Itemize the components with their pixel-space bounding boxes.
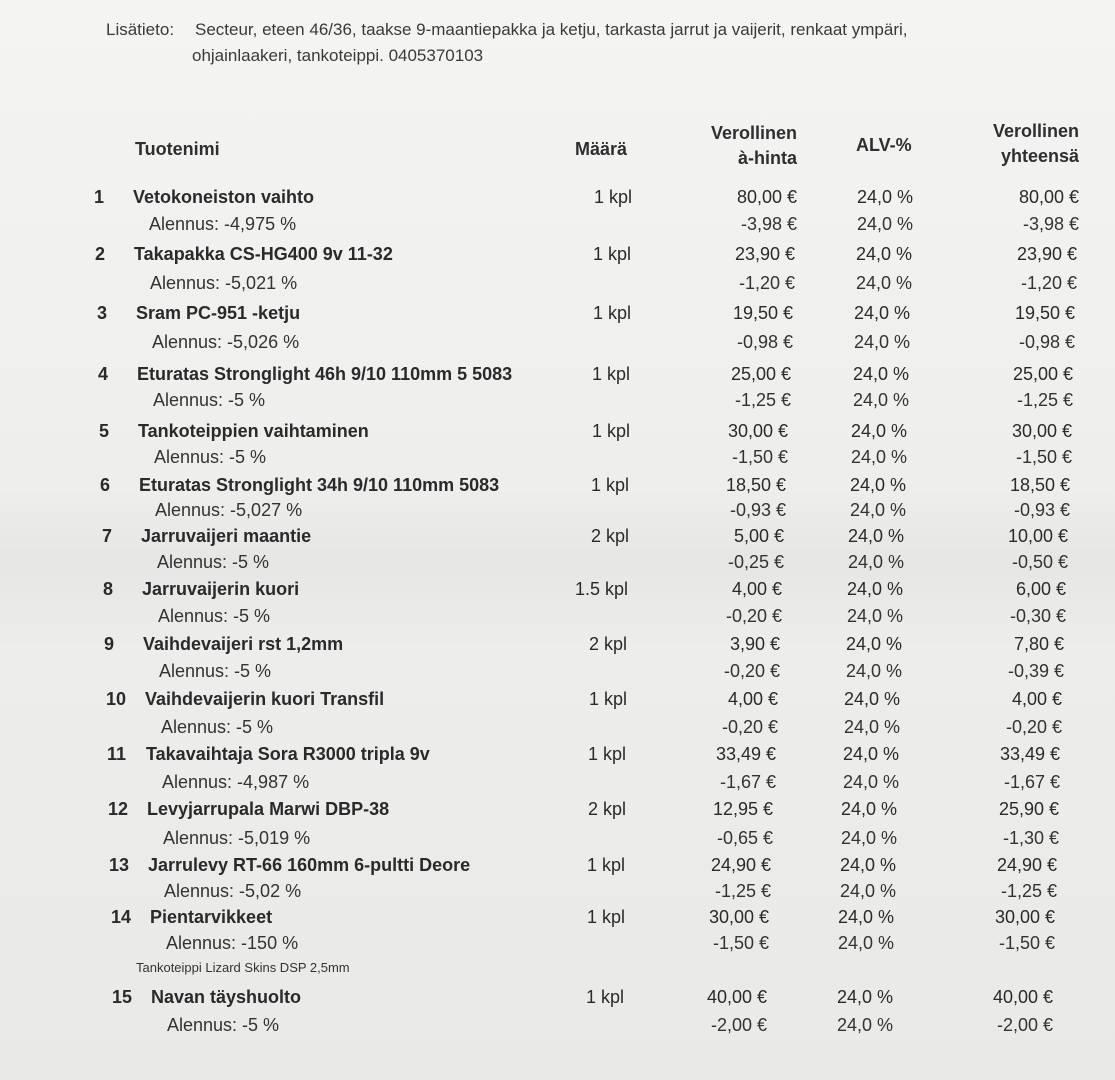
discount-label: Alennus: -5,026 % [152, 332, 300, 352]
header-total-line-1: Verollinen [992, 121, 1079, 141]
item-vat: 24,0 % [857, 187, 914, 207]
discount-label: Alennus: -5,019 % [163, 828, 311, 848]
header-unit-price-line-2: à-hinta [737, 148, 797, 168]
discount-unit-price: -0,93 € [729, 500, 786, 520]
header-product-name: Tuotenimi [135, 139, 220, 159]
item-total: 18,50 € [1009, 475, 1070, 495]
discount-total: -0,39 € [1007, 661, 1064, 681]
discount-label: Alennus: -5 % [159, 661, 272, 681]
item-total: 19,50 € [1014, 303, 1075, 323]
item-total: 10,00 € [1007, 526, 1068, 546]
item-quantity: 1 kpl [587, 744, 626, 764]
item-quantity: 1 kpl [591, 364, 630, 384]
item-number: 13 [109, 855, 130, 875]
discount-unit-price: -2,00 € [710, 1015, 767, 1035]
item-total: 33,49 € [999, 744, 1060, 764]
item-number: 8 [103, 579, 114, 599]
item-name: Jarrulevy RT-66 160mm 6-pultti Deore [148, 855, 471, 875]
item-quantity: 1 kpl [591, 421, 630, 441]
discount-label: Alennus: -5,02 % [164, 881, 302, 901]
item-unit-price: 5,00 € [733, 526, 784, 546]
item-name: Vetokoneiston vaihto [133, 187, 315, 207]
item-quantity: 1 kpl [592, 303, 631, 323]
item-vat: 24,0 % [844, 689, 901, 709]
item-vat: 24,0 % [850, 475, 907, 495]
discount-label: Alennus: -5,021 % [150, 273, 298, 293]
item-name: Pientarvikkeet [150, 907, 273, 927]
item-total: 80,00 € [1018, 187, 1079, 207]
item-quantity: 2 kpl [587, 799, 626, 819]
note-label: Lisätieto: [106, 20, 175, 39]
discount-unit-price: -1,25 € [714, 881, 771, 901]
discount-unit-price: -3,98 € [740, 214, 797, 234]
item-unit-price: 30,00 € [708, 907, 769, 927]
item-quantity: 1.5 kpl [574, 579, 628, 599]
discount-vat: 24,0 % [844, 717, 901, 737]
item-number: 15 [112, 987, 133, 1007]
discount-label: Alennus: -5 % [154, 447, 267, 467]
item-name: Eturatas Stronglight 46h 9/10 110mm 5 5083 [137, 364, 513, 384]
item-name: Jarruvaijeri maantie [141, 526, 312, 546]
item-quantity: 1 kpl [586, 855, 625, 875]
item-vat: 24,0 % [853, 364, 910, 384]
discount-vat: 24,0 % [838, 933, 895, 953]
discount-label: Alennus: -5 % [158, 606, 271, 626]
item-total: 6,00 € [1015, 579, 1066, 599]
item-vat: 24,0 % [837, 987, 894, 1007]
item-quantity: 1 kpl [590, 475, 629, 495]
discount-vat: 24,0 % [847, 606, 904, 626]
item-unit-price: 24,90 € [710, 855, 771, 875]
discount-unit-price: -1,50 € [731, 447, 788, 467]
discount-unit-price: -1,25 € [734, 390, 791, 410]
item-unit-price: 33,49 € [715, 744, 776, 764]
discount-unit-price: -0,20 € [723, 661, 780, 681]
item-unit-price: 40,00 € [706, 987, 767, 1007]
item-total: 40,00 € [992, 987, 1053, 1007]
item-total: 24,90 € [996, 855, 1057, 875]
note-line-1: Secteur, eteen 46/36, taakse 9-maantiepakka ja ketju, tarkasta jarrut ja vaijerit, renkaat ympäri, [195, 20, 908, 39]
item-number: 4 [98, 364, 109, 384]
item-unit-price: 3,90 € [729, 634, 780, 654]
discount-total: -1,50 € [998, 933, 1055, 953]
item-name: Takapakka CS-HG400 9v 11-32 [134, 244, 393, 264]
header-vat: ALV-% [856, 135, 912, 155]
discount-unit-price: -0,98 € [736, 332, 793, 352]
discount-total: -1,30 € [1002, 828, 1059, 848]
discount-total: -1,50 € [1015, 447, 1072, 467]
item-vat: 24,0 % [846, 634, 903, 654]
item-vat: 24,0 % [843, 744, 900, 764]
discount-label: Alennus: -5 % [153, 390, 266, 410]
item-unit-price: 19,50 € [732, 303, 793, 323]
item-unit-price: 4,00 € [731, 579, 782, 599]
item-vat: 24,0 % [847, 579, 904, 599]
discount-label: Alennus: -4,987 % [162, 772, 310, 792]
discount-vat: 24,0 % [856, 273, 913, 293]
item-name: Jarruvaijerin kuori [142, 579, 300, 599]
item-name: Eturatas Stronglight 34h 9/10 110mm 5083 [139, 475, 500, 495]
header-quantity: Määrä [575, 139, 628, 159]
item-name: Takavaihtaja Sora R3000 tripla 9v [146, 744, 430, 764]
item-quantity: 2 kpl [588, 634, 627, 654]
item-name: Levyjarrupala Marwi DBP-38 [147, 799, 390, 819]
discount-vat: 24,0 % [853, 390, 910, 410]
note-line-2: ohjainlaakeri, tankoteippi. 0405370103 [192, 46, 484, 65]
item-name: Vaihdevaijerin kuori Transfil [145, 689, 385, 709]
item-quantity: 1 kpl [585, 987, 624, 1007]
discount-vat: 24,0 % [837, 1015, 894, 1035]
discount-total: -0,98 € [1018, 332, 1075, 352]
discount-total: -0,93 € [1013, 500, 1070, 520]
item-number: 6 [100, 475, 111, 495]
discount-vat: 24,0 % [846, 661, 903, 681]
item-quantity: 1 kpl [592, 244, 631, 264]
item-unit-price: 18,50 € [725, 475, 786, 495]
item-total: 7,80 € [1013, 634, 1064, 654]
discount-label: Alennus: -5 % [161, 717, 274, 737]
item-number: 5 [99, 421, 110, 441]
discount-vat: 24,0 % [857, 214, 914, 234]
item-name: Sram PC-951 -ketju [136, 303, 301, 323]
item-vat: 24,0 % [854, 303, 911, 323]
discount-vat: 24,0 % [848, 552, 905, 572]
discount-unit-price: -0,25 € [727, 552, 784, 572]
discount-total: -2,00 € [996, 1015, 1053, 1035]
item-number: 14 [111, 907, 132, 927]
discount-label: Alennus: -150 % [166, 933, 299, 953]
discount-total: -0,50 € [1011, 552, 1068, 572]
item-vat: 24,0 % [838, 907, 895, 927]
item-name: Navan täyshuolto [151, 987, 302, 1007]
item-total: 4,00 € [1011, 689, 1062, 709]
item-quantity: 2 kpl [590, 526, 629, 546]
discount-total: -1,20 € [1020, 273, 1077, 293]
item-vat: 24,0 % [848, 526, 905, 546]
item-total: 25,90 € [998, 799, 1059, 819]
discount-total: -1,25 € [1016, 390, 1073, 410]
item-number: 10 [106, 689, 127, 709]
discount-unit-price: -0,65 € [716, 828, 773, 848]
discount-vat: 24,0 % [851, 447, 908, 467]
discount-total: -1,25 € [1000, 881, 1057, 901]
item-unit-price: 80,00 € [736, 187, 797, 207]
item-total: 30,00 € [1011, 421, 1072, 441]
item-number: 9 [104, 634, 115, 654]
item-unit-price: 30,00 € [727, 421, 788, 441]
discount-vat: 24,0 % [841, 828, 898, 848]
item-vat: 24,0 % [856, 244, 913, 264]
item-name: Tankoteippien vaihtaminen [138, 421, 369, 441]
discount-label: Alennus: -5,027 % [155, 500, 303, 520]
header-total-line-2: yhteensä [1000, 146, 1079, 166]
item-quantity: 1 kpl [586, 907, 625, 927]
discount-total: -0,20 € [1005, 717, 1062, 737]
item-quantity: 1 kpl [588, 689, 627, 709]
item-total: 23,90 € [1016, 244, 1077, 264]
item-number: 11 [107, 744, 127, 764]
item-vat: 24,0 % [840, 855, 897, 875]
item-number: 3 [97, 303, 108, 323]
item-number: 7 [102, 526, 113, 546]
discount-unit-price: -0,20 € [725, 606, 782, 626]
discount-vat: 24,0 % [854, 332, 911, 352]
item-total: 30,00 € [994, 907, 1055, 927]
discount-unit-price: -1,20 € [738, 273, 795, 293]
item-quantity: 1 kpl [593, 187, 632, 207]
item-unit-price: 12,95 € [712, 799, 773, 819]
header-unit-price-line-1: Verollinen [710, 123, 797, 143]
header-unit-price [711, 121, 797, 171]
item-number: 2 [95, 244, 106, 264]
discount-label: Alennus: -5 % [167, 1015, 280, 1035]
item-vat: 24,0 % [851, 421, 908, 441]
discount-label: Alennus: -5 % [157, 552, 270, 572]
item-unit-price: 23,90 € [734, 244, 795, 264]
item-unit-price: 4,00 € [727, 689, 778, 709]
header-total [993, 119, 1079, 169]
discount-total: -3,98 € [1022, 214, 1079, 234]
discount-vat: 24,0 % [850, 500, 907, 520]
discount-label: Alennus: -4,975 % [149, 214, 297, 234]
item-number: 12 [108, 799, 129, 819]
item-number: 1 [94, 187, 105, 207]
item-total: 25,00 € [1012, 364, 1073, 384]
discount-unit-price: -1,67 € [719, 772, 776, 792]
discount-vat: 24,0 % [840, 881, 897, 901]
item-unit-price: 25,00 € [730, 364, 791, 384]
item-vat: 24,0 % [841, 799, 898, 819]
discount-unit-price: -1,50 € [712, 933, 769, 953]
item-note: Tankoteippi Lizard Skins DSP 2,5mm [136, 960, 350, 975]
discount-unit-price: -0,20 € [721, 717, 778, 737]
item-name: Vaihdevaijeri rst 1,2mm [143, 634, 344, 654]
discount-vat: 24,0 % [843, 772, 900, 792]
discount-total: -0,30 € [1009, 606, 1066, 626]
discount-total: -1,67 € [1003, 772, 1060, 792]
